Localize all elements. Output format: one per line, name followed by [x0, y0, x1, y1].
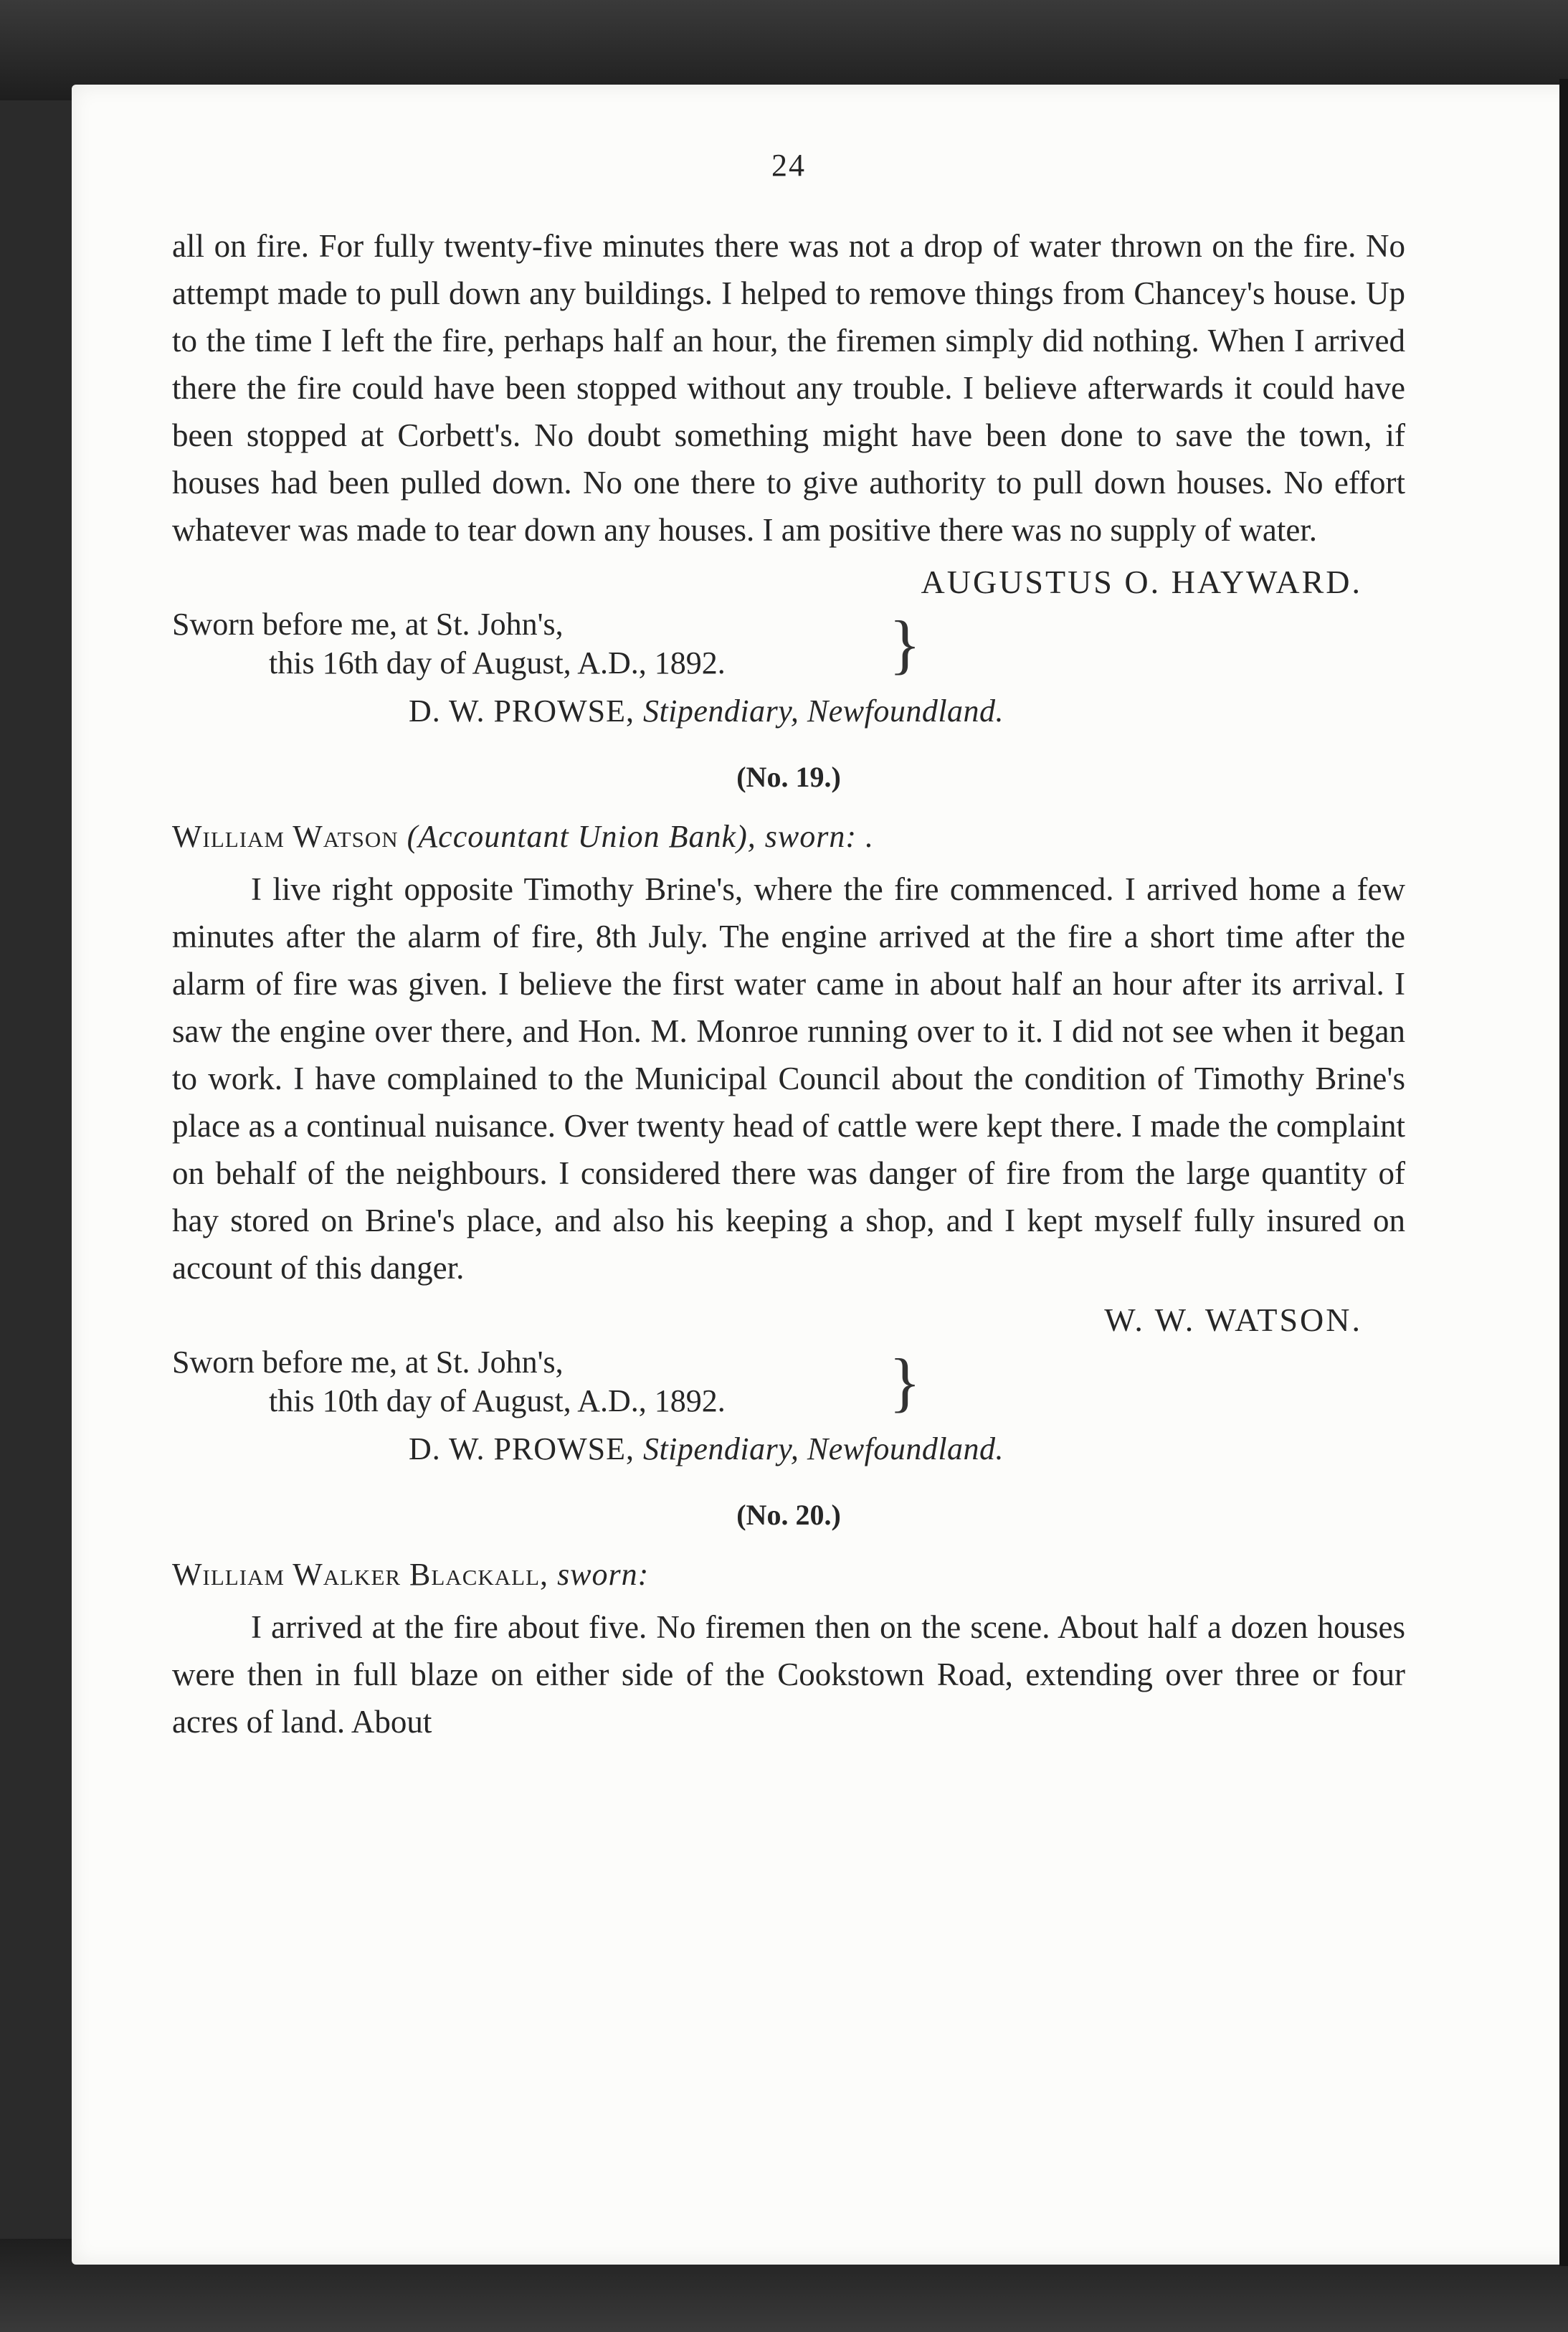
magistrate-name: D. W. PROWSE, [409, 1431, 635, 1466]
witness-name: William Walker Blackall, [172, 1557, 549, 1592]
page-number: 24 [771, 148, 806, 183]
page-content [172, 147, 1405, 1745]
exhibit-number-19: (No. 19.) [736, 761, 841, 793]
signature-watson: W. W. WATSON. [1104, 1302, 1362, 1338]
hayward-testimony: all on fire. For fully twenty-five minutes there was not a drop of water thrown on the fire. No attempt made to pull down any buildings. I helped to remove things from Chancey's house. Up to the time I left the fire, perhaps half an hour, the firemen simply did nothing. When I arrived there the fire could have been stopped without any trouble. I believe afterwards it could have been stopped at Corbett's. No doubt something might have been done to save the town, if houses had been pulled down. No one there to give authority to pull down houses. No effort whatever was made to tear down any houses. I am positive there was no supply of water. [172, 228, 1405, 548]
magistrate-name: D. W. PROWSE, [409, 693, 635, 729]
page-right-edge [1559, 79, 1568, 2266]
sworn-line-1: Sworn before me, at St. John's, [172, 1345, 564, 1380]
brace-glyph: } [889, 607, 921, 681]
sworn-line-2: this 10th day of August, A.D., 1892. [269, 1383, 726, 1418]
watson-testimony: I live right opposite Timothy Brine's, where the fire commenced. I arrived home a few minutes after the alarm of fire, 8th July. The engine arrived at the fire a short time after the alarm of fire was given. I believe the first water came in about half an hour after its arrival. I saw the engine over there, and Hon. M. Monroe running over to it. I did not see when it began to work. I have complained to the Municipal Council about the condition of Timothy Brine's place as a continual nuisance. Over twenty head of cattle were kept there. I made the complaint on behalf of the neighbours. I considered there was danger of fire from the large quantity of hay stored on Brine's place, and also his keeping a shop, and I kept myself fully insured on account of this danger. [172, 871, 1405, 1286]
brace-glyph: } [889, 1345, 921, 1418]
magistrate-2 [172, 1428, 1405, 1471]
blackall-testimony: I arrived at the fire about five. No firemen then on the scene. About half a dozen houses were then in full blaze on either side of the Cookstown Road, extending over three or four acres of land. About [172, 1609, 1405, 1740]
witness-note: (Accountant Union Bank), sworn: . [407, 819, 874, 854]
witness-name: William Watson [172, 819, 399, 854]
sworn-statement-1 [172, 605, 1405, 683]
sworn-line-2: this 16th day of August, A.D., 1892. [269, 645, 726, 681]
sworn-line-1: Sworn before me, at St. John's, [172, 607, 564, 642]
sworn-statement-2 [172, 1343, 1405, 1421]
magistrate-title: Stipendiary, Newfoundland. [642, 1431, 1004, 1466]
witness-heading-watson [172, 815, 1405, 858]
signature-hayward: AUGUSTUS O. HAYWARD. [921, 564, 1362, 600]
witness-heading-blackall [172, 1553, 1405, 1596]
exhibit-number-20: (No. 20.) [736, 1499, 841, 1531]
magistrate-title: Stipendiary, Newfoundland. [642, 693, 1004, 729]
witness-note: sworn: [557, 1557, 650, 1592]
magistrate-1 [172, 690, 1405, 733]
